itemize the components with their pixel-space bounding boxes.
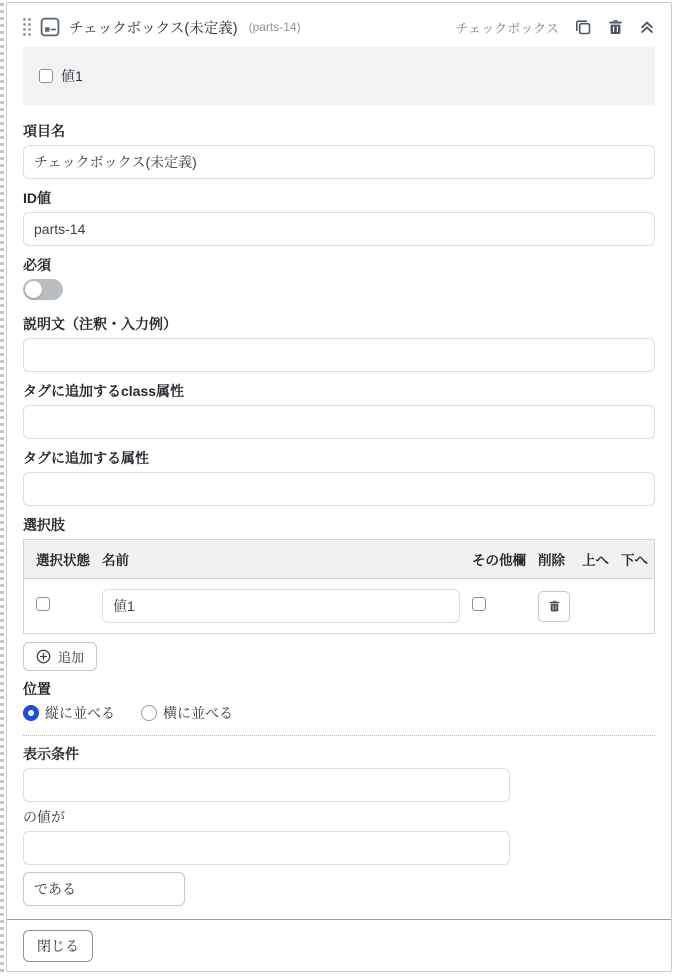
col-delete: 削除 <box>532 540 576 579</box>
position-option-vertical[interactable] <box>23 703 115 723</box>
choice-move-up-cell <box>576 579 615 634</box>
position-label: 位置 <box>23 681 51 697</box>
choice-other-checkbox[interactable] <box>472 597 486 611</box>
display-condition-group <box>23 746 655 906</box>
extra-attr-group <box>23 450 655 506</box>
add-choice-button[interactable] <box>23 642 97 671</box>
part-title: チェックボックス(未定義) <box>69 20 238 37</box>
col-move-down: 下へ <box>615 540 655 579</box>
item-name-input[interactable] <box>23 145 655 179</box>
choice-name-input[interactable] <box>102 589 460 623</box>
position-group <box>23 681 655 723</box>
collapse-button[interactable] <box>639 19 655 35</box>
dotted-divider <box>23 735 655 736</box>
preview-option-label: 値1 <box>61 68 83 84</box>
choice-move-down-cell <box>615 579 655 634</box>
id-value-group <box>23 190 655 246</box>
class-attr-label: タグに追加するclass属性 <box>23 383 185 399</box>
position-option-horizontal[interactable] <box>141 703 233 723</box>
part-id-label: (parts-14) <box>248 20 301 34</box>
class-attr-input[interactable] <box>23 405 655 439</box>
description-group <box>23 316 655 372</box>
panel-left-dashed-edge <box>0 3 4 974</box>
copy-icon <box>574 24 592 39</box>
class-attr-group <box>23 383 655 439</box>
part-type-label: チェックボックス <box>455 20 559 36</box>
extra-attr-input[interactable] <box>23 472 655 506</box>
item-name-label: 項目名 <box>23 123 65 139</box>
choice-delete-button[interactable] <box>538 591 570 622</box>
position-option-horizontal-label: 横に並べる <box>163 705 233 721</box>
condition-operator-select[interactable] <box>23 872 185 906</box>
radio-selected-icon[interactable] <box>23 705 39 721</box>
position-option-vertical-label: 縦に並べる <box>45 705 115 721</box>
close-button[interactable]: 閉じる <box>23 930 93 962</box>
checkbox-part-editor-panel <box>6 2 672 972</box>
checkbox-part-icon <box>40 17 60 37</box>
description-label: 説明文（注釈・入力例） <box>23 316 177 332</box>
choice-selected-checkbox[interactable] <box>36 597 50 611</box>
description-input[interactable] <box>23 338 655 372</box>
trash-icon <box>607 24 624 39</box>
plus-circle-icon <box>36 649 51 664</box>
delete-part-button[interactable] <box>607 18 624 36</box>
required-toggle[interactable] <box>23 279 63 300</box>
col-selection-state: 選択状態 <box>24 540 97 579</box>
copy-button[interactable] <box>574 18 592 36</box>
choice-row <box>24 579 655 634</box>
condition-value-input[interactable] <box>23 831 510 865</box>
required-label: 必須 <box>23 257 51 273</box>
id-value-input[interactable] <box>23 212 655 246</box>
choices-group <box>23 517 655 681</box>
required-group <box>23 257 655 305</box>
choices-table <box>23 539 655 634</box>
col-other-field: その他欄 <box>466 540 532 579</box>
panel-header <box>23 11 655 43</box>
radio-unselected-icon[interactable] <box>141 705 157 721</box>
condition-middle-label: の値が <box>23 809 65 825</box>
choices-label: 選択肢 <box>23 517 65 533</box>
chevrons-up-icon <box>639 23 655 38</box>
condition-target-input[interactable] <box>23 768 510 802</box>
col-move-up: 上へ <box>576 540 615 579</box>
condition-operator-value: である <box>34 881 76 897</box>
extra-attr-label: タグに追加する属性 <box>23 450 149 466</box>
display-condition-label: 表示条件 <box>23 746 79 762</box>
part-preview <box>23 47 655 105</box>
item-name-group <box>23 123 655 179</box>
choices-header-row <box>24 540 655 579</box>
drag-handle-icon[interactable] <box>23 18 31 36</box>
id-value-label: ID値 <box>23 190 51 206</box>
col-name: 名前 <box>96 540 466 579</box>
add-choice-label: 追加 <box>58 650 85 665</box>
trash-icon <box>548 599 561 613</box>
preview-checkbox[interactable] <box>39 69 53 83</box>
footer-divider <box>7 919 671 920</box>
